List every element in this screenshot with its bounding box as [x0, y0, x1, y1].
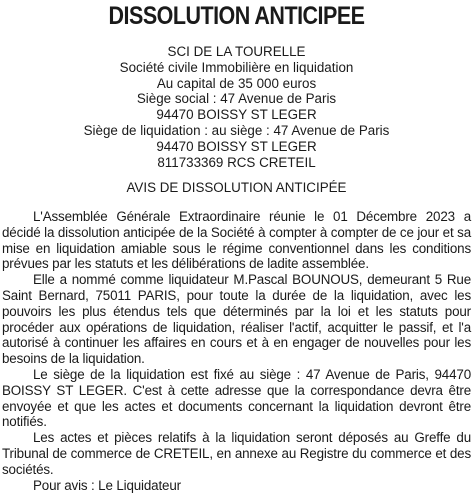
- registered-office-city: 94470 BOISSY ST LEGER: [156, 107, 317, 123]
- paragraph-signature: Pour avis : Le Liquidateur: [33, 477, 181, 493]
- rcs-number: 811733369 RCS CRETEIL: [157, 154, 316, 170]
- paragraph-decision: L'Assemblée Générale Extraordinaire réunie le 01 Décembre 2023 a décidé la dissolution anticipée de la Société à compter à compter de ce jour et sa mise en liquidation amiable sous le régime conventionnel dans les conditions prévues par les statuts et les délibérations de ladite assemblée.: [2, 209, 471, 272]
- company-name: SCI DE LA TOURELLE: [167, 44, 306, 59]
- paragraph-liquidation-seat: Le siège de la liquidation est fixé au siège : 47 Avenue de Paris, 94470 BOISSY ST LEGER. C'est à cette adresse que la correspondance devra être envoyée et que les actes et documents concernant la liquidation devront être notifiés.: [2, 366, 471, 430]
- company-capital: Au capital de 35 000 euros: [156, 75, 317, 91]
- liquidation-office: Siège de liquidation : au siège : 47 Avenue de Paris: [83, 122, 390, 138]
- company-header: [0, 44, 473, 170]
- liquidation-office-city: 94470 BOISSY ST LEGER: [156, 138, 317, 154]
- notice-body: [2, 209, 471, 493]
- company-legal-form: Société civile Immobilière en liquidation: [119, 59, 354, 75]
- paragraph-liquidator: Elle a nommé comme liquidateur M.Pascal BOUNOUS, demeurant 5 Rue Saint Bernard, 75011 PARIS, pour toute la durée de la liquidation, avec les pouvoirs les plus étendus tels que déterminés par la loi et les statuts pour procéder aux opérations de liquidation, réaliser l'actif, acquitter le passif, et l'a autorisé à continuer les affaires en cours et à en engager de nouvelles pour les besoins de la liquidation.: [2, 272, 471, 367]
- registered-office: Siège social : 47 Avenue de Paris: [136, 91, 337, 107]
- notice-subtitle: AVIS DE DISSOLUTION ANTICIPÉE: [126, 180, 347, 195]
- paragraph-filing: Les actes et pièces relatifs à la liquidation seront déposés au Greffe du Tribunal de commerce de CRETEIL, en annexe au Registre du commerce et des sociétés.: [2, 430, 471, 477]
- notice-title: DISSOLUTION ANTICIPEE: [108, 2, 365, 30]
